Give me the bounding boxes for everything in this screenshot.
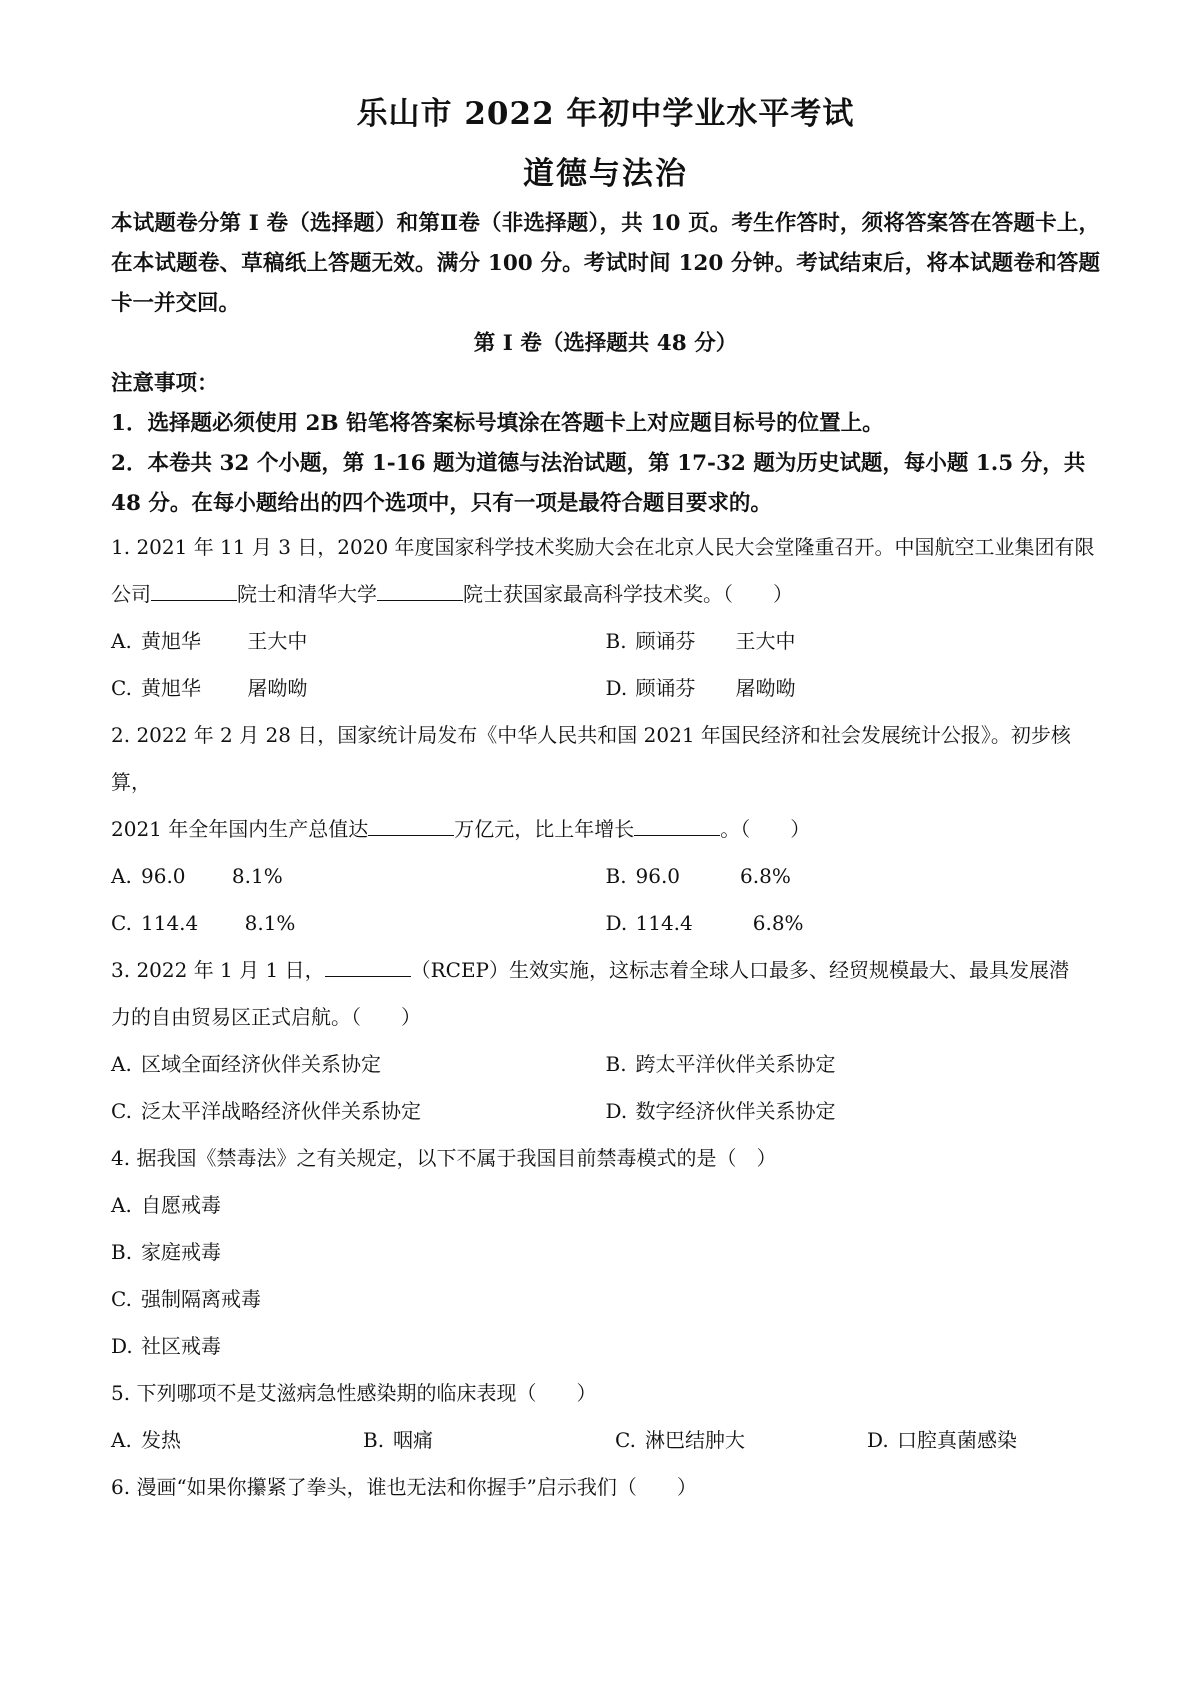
option-a: A. 发热	[111, 1428, 181, 1452]
answer-blank	[151, 582, 237, 601]
question-5	[111, 1370, 1100, 1464]
question-stem: 力的自由贸易区正式启航。（ ）	[111, 1005, 421, 1029]
stem-text: （RCEP）生效实施，这标志着全球人口最多、经贸规模最大、最具发展潜	[410, 958, 1069, 982]
stem-text: 万亿元，比上年增长	[454, 817, 635, 841]
question-stem	[111, 947, 1100, 994]
option-list	[111, 618, 1100, 712]
stem-text: 。（ ）	[720, 817, 811, 841]
section-heading: 第 I 卷（选择题共 48 分）	[473, 331, 738, 356]
option-a: A. 黄旭华 王大中	[111, 629, 308, 653]
question-stem: 2. 2022 年 2 月 28 日，国家统计局发布《中华人民共和国 2021 年国民经济和社会发展统计公报》。初步核算，	[111, 723, 1071, 794]
answer-blank	[325, 958, 411, 977]
option-c: C. 泛太平洋战略经济伙伴关系协定	[111, 1099, 421, 1123]
question-2	[111, 712, 1100, 947]
option-a: A. 96.0 8.1%	[111, 864, 283, 888]
option-b: B. 顾诵芬 王大中	[605, 629, 796, 653]
option-c: C. 黄旭华 屠呦呦	[111, 676, 308, 700]
option-c: C. 114.4 8.1%	[111, 911, 296, 935]
notice-item: 1．选择题必须使用 2B 铅笔将答案标号填涂在答题卡上对应题目标号的位置上。	[111, 411, 884, 436]
stem-text: 院士获国家最高科学技术奖。（ ）	[463, 582, 793, 606]
question-3	[111, 947, 1100, 1135]
question-stem: 1. 2021 年 11 月 3 日，2020 年度国家科学技术奖励大会在北京人民大会堂隆重召开。中国航空工业集团有限	[111, 535, 1095, 559]
option-list	[111, 1041, 1100, 1135]
stem-text: 公司	[111, 582, 151, 606]
option-list	[111, 1182, 1100, 1370]
question-stem: 5. 下列哪项不是艾滋病急性感染期的临床表现（ ）	[111, 1381, 597, 1405]
answer-blank	[634, 817, 720, 836]
option-a: A. 区域全面经济伙伴关系协定	[111, 1052, 381, 1076]
stem-text: 2021 年全年国内生产总值达	[111, 817, 369, 841]
option-d: D. 社区戒毒	[111, 1334, 221, 1358]
option-a: A. 自愿戒毒	[111, 1193, 221, 1217]
answer-blank	[377, 582, 463, 601]
exam-instructions: 本试题卷分第 I 卷（选择题）和第Ⅱ卷（非选择题），共 10 页。考生作答时，须将答案答在答题卡上，在本试题卷、草稿纸上答题无效。满分 100 分。考试时间 120 分钟。考试结束后，将本试题卷和答题卡一并交回。	[111, 211, 1100, 316]
option-c: C. 强制隔离戒毒	[111, 1287, 261, 1311]
option-b: B. 跨太平洋伙伴关系协定	[605, 1052, 836, 1076]
option-d: D. 顾诵芬 屠呦呦	[605, 676, 796, 700]
question-6	[111, 1464, 1100, 1511]
question-4	[111, 1135, 1100, 1370]
option-b: B. 咽痛	[363, 1428, 433, 1452]
question-1	[111, 524, 1100, 712]
option-c: C. 淋巴结肿大	[615, 1428, 745, 1452]
question-stem	[111, 806, 1100, 853]
option-list	[111, 853, 1100, 947]
notice-item: 2．本卷共 32 个小题，第 1-16 题为道德与法治试题，第 17-32 题为历史试题，每小题 1.5 分，共 48 分。在每小题给出的四个选项中，只有一项是最符合题目要求的。	[111, 451, 1086, 516]
option-b: B. 96.0 6.8%	[605, 864, 791, 888]
question-stem: 4. 据我国《禁毒法》之有关规定，以下不属于我国目前禁毒模式的是（ ）	[111, 1146, 777, 1170]
notice-title: 注意事项：	[111, 371, 219, 396]
question-stem	[111, 571, 1100, 618]
answer-blank	[368, 817, 454, 836]
subject-title: 道德与法治	[523, 156, 688, 192]
option-d: D. 数字经济伙伴关系协定	[605, 1099, 836, 1123]
option-d: D. 口腔真菌感染	[867, 1428, 1017, 1452]
stem-text: 院士和清华大学	[237, 582, 377, 606]
exam-title: 乐山市 2022 年初中学业水平考试	[356, 96, 855, 132]
option-d: D. 114.4 6.8%	[605, 911, 804, 935]
option-list	[111, 1417, 1100, 1464]
option-b: B. 家庭戒毒	[111, 1240, 221, 1264]
question-stem: 6. 漫画“如果你攥紧了拳头，谁也无法和你握手”启示我们（ ）	[111, 1475, 697, 1499]
stem-text: 3. 2022 年 1 月 1 日，	[111, 958, 325, 982]
